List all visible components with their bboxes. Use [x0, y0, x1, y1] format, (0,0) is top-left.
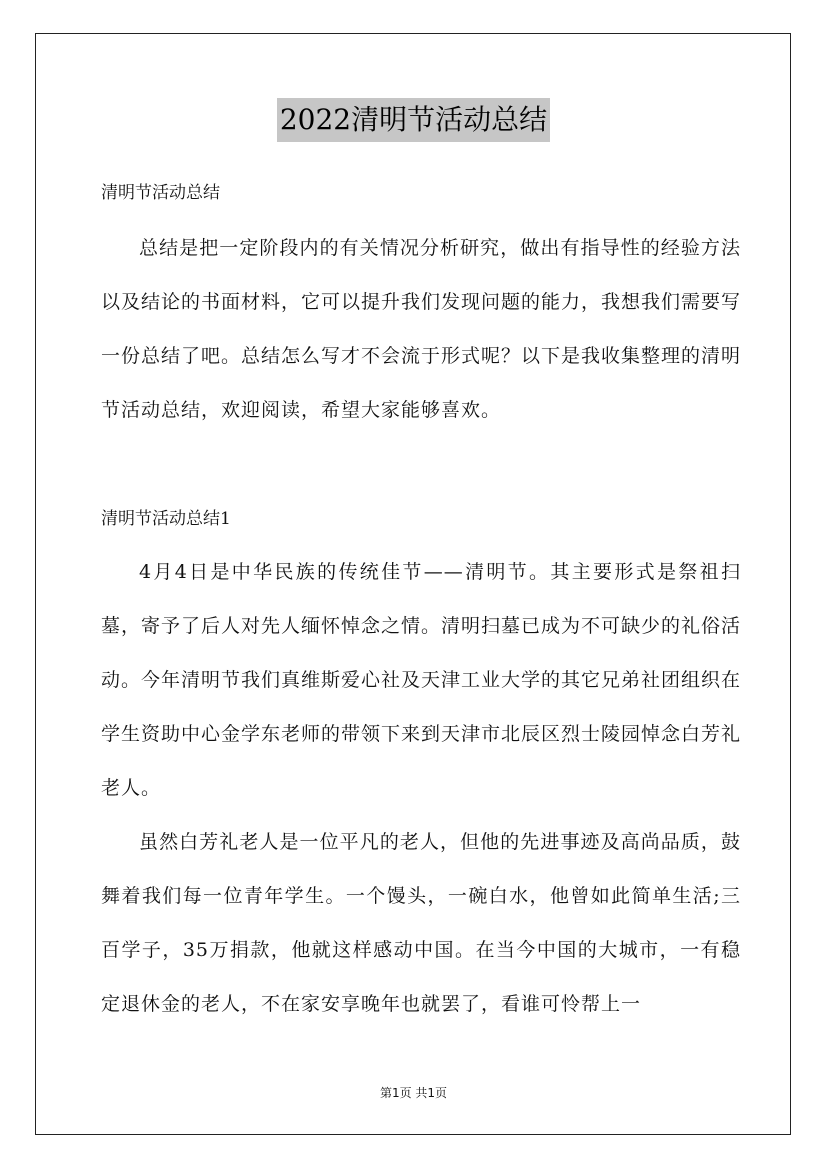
intro-paragraph: 总结是把一定阶段内的有关情况分析研究，做出有指导性的经验方法以及结论的书面材料，它可以提升我们发现问题的能力，我想我们需要写一份总结了吧。总结怎么写才不会流于形式呢？以下是我收集整理的清明节活动总结，欢迎阅读，希望大家能够喜欢。: [101, 237, 742, 421]
section-heading-1: 清明节活动总结1: [101, 509, 231, 529]
section-heading-intro: 清明节活动总结: [101, 183, 220, 203]
paragraph-2: 虽然白芳礼老人是一位平凡的老人，但他的先进事迹及高尚品质，鼓舞着我们每一位青年学生。一个馒头，一碗白水，他曾如此简单生活;三百学子，35万捐款，他就这样感动中国。在当今中国的大城市，一有稳定退休金的老人，不在家安享晚年也就罢了，看谁可怜帮上一: [101, 831, 741, 1015]
paragraph-1: 4月4日是中华民族的传统佳节——清明节。其主要形式是祭祖扫墓，寄予了后人对先人缅怀悼念之情。清明扫墓已成为不可缺少的礼俗活动。今年清明节我们真维斯爱心社及天津工业大学的其它兄弟社团组织在学生资助中心金学东老师的带领下来到天津市北辰区烈士陵园悼念白芳礼老人。: [101, 561, 742, 799]
page-footer: 第1页 共1页: [379, 1086, 448, 1100]
document-title-container: [0, 98, 827, 142]
document-title: 2022清明节活动总结: [277, 98, 550, 142]
